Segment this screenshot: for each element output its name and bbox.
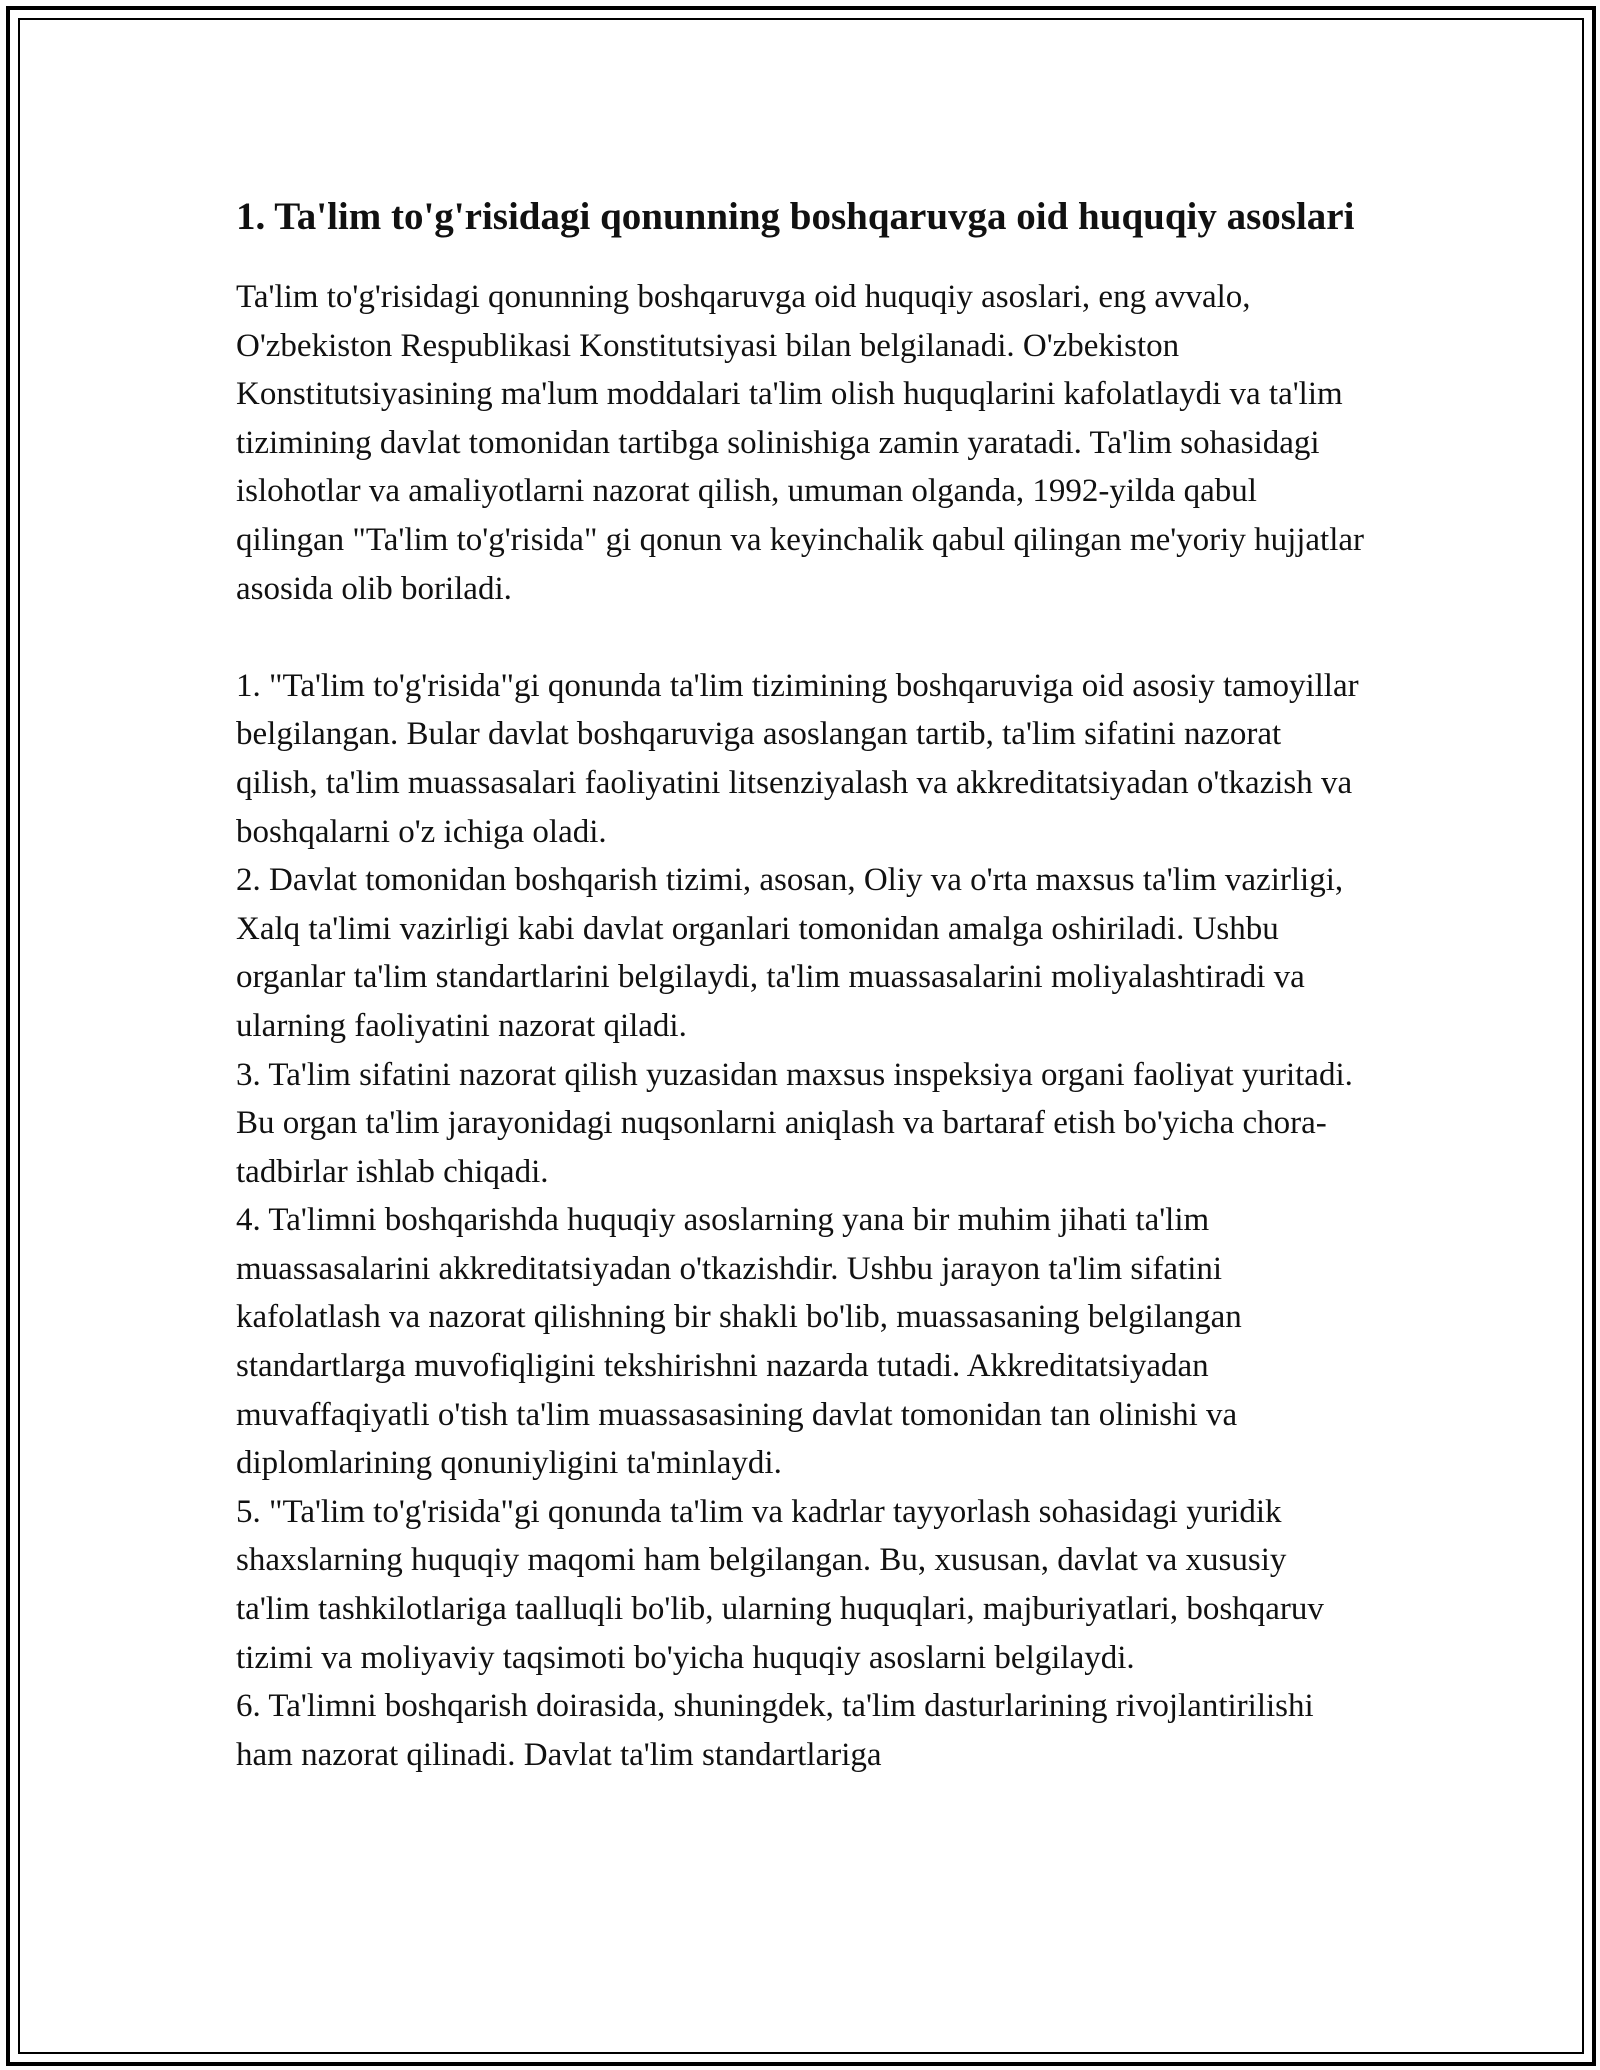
paragraph-spacer: [236, 613, 1366, 662]
list-item: 1. "Ta'lim to'g'risida"gi qonunda ta'lim tizimining boshqaruviga oid asosiy tamoyillar belgilangan. Bular davlat boshqaruviga asoslangan tartib, ta'lim sifatini nazorat qilish, ta'lim muassasalari faoliyatini litsenziyalash va akkreditatsiyadan o'tkazish va boshqalarni o'z ichiga oladi.: [236, 667, 1359, 850]
numbered-list: [236, 662, 1366, 1780]
list-item: 5. "Ta'lim to'g'risida"gi qonunda ta'lim va kadrlar tayyorlash sohasidagi yuridik shaxslarning huquqiy maqomi ham belgilangan. Bu, xususan, davlat va xususiy ta'lim tashkilotlariga taalluqli bo'lib, ularning huquqlari, majburiyatlari, boshqaruv tizimi va moliyaviy taqsimoti bo'yicha huquqiy asoslarni belgilaydi.: [236, 1493, 1324, 1676]
list-item: 3. Ta'lim sifatini nazorat qilish yuzasidan maxsus inspeksiya organi faoliyat yuritadi. Bu organ ta'lim jarayonidagi nuqsonlarni aniqlash va bartaraf etish bo'yicha chora-tadbirlar ishlab chiqadi.: [236, 1056, 1353, 1190]
list-item: 2. Davlat tomonidan boshqarish tizimi, asosan, Oliy va o'rta maxsus ta'lim vazirligi, Xalq ta'limi vazirligi kabi davlat organlari tomonidan amalga oshiriladi. Ushbu organlar ta'lim standartlarini belgilaydi, ta'lim muassasalarini moliyalashtiradi va ularning faoliyatini nazorat qiladi.: [236, 862, 1344, 1044]
list-item: 4. Ta'limni boshqarishda huquqiy asoslarning yana bir muhim jihati ta'lim muassasalarini akkreditatsiyadan o'tkazishdir. Ushbu jarayon ta'lim sifatini kafolatlash va nazorat qilishning bir shakli bo'lib, muassasaning belgilangan standartlarga muvofiqligini tekshirishni nazarda tutadi. Akkreditatsiyadan muvaffaqiyatli o'tish ta'lim muassasasining davlat tomonidan tan olinishi va diplomlarining qonuniyligini ta'minlaydi.: [236, 1202, 1242, 1482]
intro-paragraph: Ta'lim to'g'risidagi qonunning boshqaruvga oid huquqiy asoslari, eng avvalo, O'zbekiston Respublikasi Konstitutsiyasi bilan belgilanadi. O'zbekiston Konstitutsiyasining ma'lum moddalari ta'lim olish huquqlarini kafolatlaydi va ta'lim tizimining davlat tomonidan tartibga solinishiga zamin yaratadi. Ta'lim sohasidagi islohotlar va amaliyotlarni nazorat qilish, umuman olganda, 1992-yilda qabul qilingan "Ta'lim to'g'risida" gi qonun va keyinchalik qabul qilingan me'yoriy hujjatlar asosida olib boriladi.: [236, 279, 1365, 607]
list-item: 6. Ta'limni boshqarish doirasida, shuningdek, ta'lim dasturlarining rivojlantirilishi ham nazorat qilinadi. Davlat ta'lim standartlariga: [236, 1688, 1314, 1773]
document-heading: 1. Ta'lim to'g'risidagi qonunning boshqaruvga oid huquqiy asoslari: [236, 195, 1355, 238]
document-body: [236, 188, 1366, 1779]
